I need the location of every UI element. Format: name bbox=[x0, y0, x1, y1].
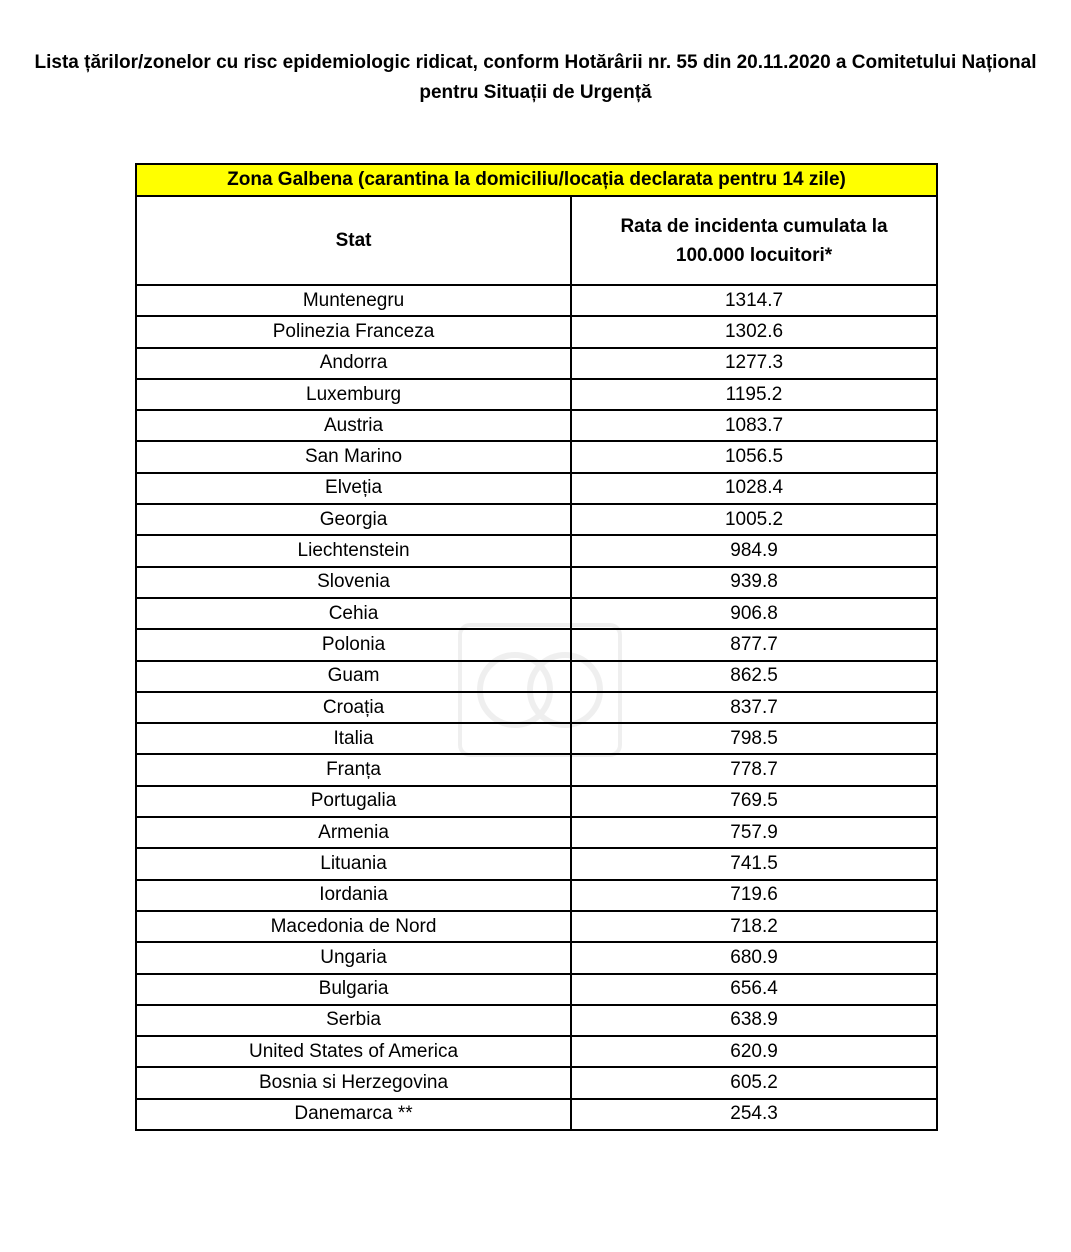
table-row bbox=[136, 786, 937, 817]
table-row bbox=[136, 379, 937, 410]
state-cell: Muntenegru bbox=[136, 285, 571, 316]
state-cell: Polinezia Franceza bbox=[136, 316, 571, 347]
state-cell: Slovenia bbox=[136, 567, 571, 598]
table-row bbox=[136, 348, 937, 379]
state-cell: Bulgaria bbox=[136, 974, 571, 1005]
rate-cell: 1277.3 bbox=[571, 348, 937, 379]
state-cell: Serbia bbox=[136, 1005, 571, 1036]
rate-cell: 1195.2 bbox=[571, 379, 937, 410]
table-row bbox=[136, 817, 937, 848]
document-title bbox=[20, 48, 1051, 108]
table-row bbox=[136, 1099, 937, 1130]
table-row bbox=[136, 567, 937, 598]
state-cell: Franța bbox=[136, 754, 571, 785]
rate-cell: 718.2 bbox=[571, 911, 937, 942]
table-row bbox=[136, 441, 937, 472]
table-row bbox=[136, 754, 937, 785]
state-cell: Italia bbox=[136, 723, 571, 754]
state-cell: Armenia bbox=[136, 817, 571, 848]
rate-cell: 862.5 bbox=[571, 661, 937, 692]
state-cell: Polonia bbox=[136, 629, 571, 660]
rate-cell: 605.2 bbox=[571, 1067, 937, 1098]
state-cell: United States of America bbox=[136, 1036, 571, 1067]
state-cell: Andorra bbox=[136, 348, 571, 379]
state-cell: Austria bbox=[136, 410, 571, 441]
zone-header: Zona Galbena (carantina la domiciliu/locația declarata pentru 14 zile) bbox=[136, 164, 937, 196]
rate-cell: 769.5 bbox=[571, 786, 937, 817]
table-row bbox=[136, 911, 937, 942]
rate-header-line-2: 100.000 locuitori* bbox=[675, 244, 833, 266]
table-row bbox=[136, 410, 937, 441]
state-cell: Luxemburg bbox=[136, 379, 571, 410]
table-row bbox=[136, 661, 937, 692]
table-row bbox=[136, 316, 937, 347]
rate-cell: 837.7 bbox=[571, 692, 937, 723]
yellow-zone-table bbox=[135, 163, 938, 1131]
rate-cell: 638.9 bbox=[571, 1005, 937, 1036]
table-row bbox=[136, 598, 937, 629]
state-cell: Liechtenstein bbox=[136, 535, 571, 566]
table-row bbox=[136, 942, 937, 973]
state-cell: Danemarca ** bbox=[136, 1099, 571, 1130]
state-cell: Ungaria bbox=[136, 942, 571, 973]
table-row bbox=[136, 1067, 937, 1098]
state-cell: San Marino bbox=[136, 441, 571, 472]
state-cell: Bosnia si Herzegovina bbox=[136, 1067, 571, 1098]
table-row bbox=[136, 848, 937, 879]
table-row bbox=[136, 629, 937, 660]
table-row bbox=[136, 692, 937, 723]
state-cell: Cehia bbox=[136, 598, 571, 629]
column-header-state: Stat bbox=[136, 196, 571, 285]
rate-cell: 254.3 bbox=[571, 1099, 937, 1130]
state-cell: Macedonia de Nord bbox=[136, 911, 571, 942]
table-row bbox=[136, 1036, 937, 1067]
table-row bbox=[136, 880, 937, 911]
table-row bbox=[136, 535, 937, 566]
title-line-1: Lista țărilor/zonelor cu risc epidemiologic ridicat, conform Hotărârii nr. 55 din 20.11.2020 a Comitetului Național bbox=[34, 52, 1037, 73]
rate-cell: 906.8 bbox=[571, 598, 937, 629]
table-row bbox=[136, 473, 937, 504]
rate-cell: 620.9 bbox=[571, 1036, 937, 1067]
rate-cell: 741.5 bbox=[571, 848, 937, 879]
rate-cell: 798.5 bbox=[571, 723, 937, 754]
state-cell: Georgia bbox=[136, 504, 571, 535]
table-row bbox=[136, 1005, 937, 1036]
rate-cell: 680.9 bbox=[571, 942, 937, 973]
table-row bbox=[136, 974, 937, 1005]
rate-cell: 939.8 bbox=[571, 567, 937, 598]
state-cell: Iordania bbox=[136, 880, 571, 911]
rate-cell: 984.9 bbox=[571, 535, 937, 566]
state-cell: Lituania bbox=[136, 848, 571, 879]
rate-cell: 656.4 bbox=[571, 974, 937, 1005]
rate-cell: 1056.5 bbox=[571, 441, 937, 472]
rate-cell: 877.7 bbox=[571, 629, 937, 660]
rate-cell: 778.7 bbox=[571, 754, 937, 785]
rate-header-line-1: Rata de incidenta cumulata la bbox=[620, 215, 888, 237]
table-row bbox=[136, 723, 937, 754]
column-header-rate bbox=[571, 196, 937, 285]
state-cell: Portugalia bbox=[136, 786, 571, 817]
table-row bbox=[136, 285, 937, 316]
state-cell: Croația bbox=[136, 692, 571, 723]
rate-cell: 1314.7 bbox=[571, 285, 937, 316]
state-cell: Guam bbox=[136, 661, 571, 692]
table-body bbox=[136, 285, 937, 1130]
state-cell: Elveția bbox=[136, 473, 571, 504]
rate-cell: 719.6 bbox=[571, 880, 937, 911]
rate-cell: 757.9 bbox=[571, 817, 937, 848]
rate-cell: 1028.4 bbox=[571, 473, 937, 504]
rate-cell: 1005.2 bbox=[571, 504, 937, 535]
rate-cell: 1302.6 bbox=[571, 316, 937, 347]
title-line-2: pentru Situații de Urgență bbox=[419, 82, 652, 103]
rate-cell: 1083.7 bbox=[571, 410, 937, 441]
table-row bbox=[136, 504, 937, 535]
